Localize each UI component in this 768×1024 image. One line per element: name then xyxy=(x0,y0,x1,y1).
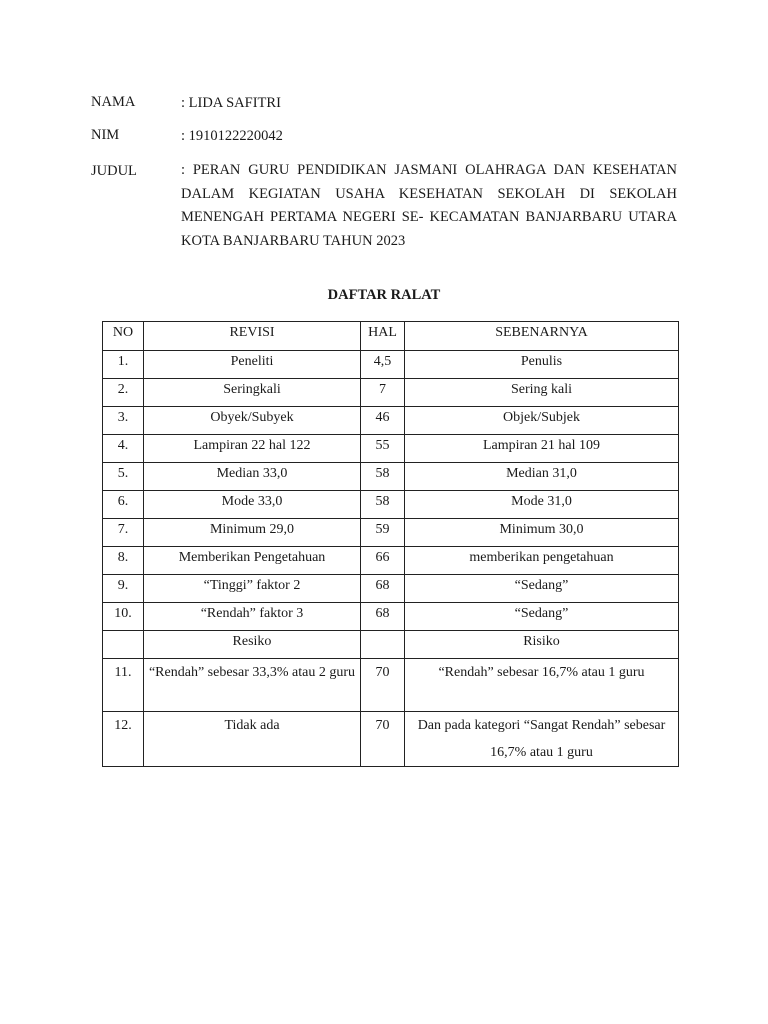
nim-value: : 1910122220042 xyxy=(181,128,283,144)
cell-revisi: Tidak ada xyxy=(144,712,361,767)
cell-hal: 59 xyxy=(361,519,405,547)
cell-sebenarnya: Penulis xyxy=(405,351,679,379)
cell-sebenarnya: Sering kali xyxy=(405,379,679,407)
cell-sebenarnya: Risiko xyxy=(405,631,679,659)
column-header-hal: HAL xyxy=(361,322,405,351)
cell-sebenarnya: Lampiran 21 hal 109 xyxy=(405,435,679,463)
cell-hal: 70 xyxy=(361,712,405,767)
table-row xyxy=(103,547,679,575)
table-row xyxy=(103,491,679,519)
cell-hal: 4,5 xyxy=(361,351,405,379)
cell-revisi: “Tinggi” faktor 2 xyxy=(144,575,361,603)
nim-row xyxy=(91,127,677,145)
ralat-table xyxy=(102,321,679,767)
cell-sebenarnya: Objek/Subjek xyxy=(405,407,679,435)
table-row xyxy=(103,463,679,491)
table-row xyxy=(103,603,679,631)
judul-row xyxy=(91,159,677,253)
cell-hal: 70 xyxy=(361,659,405,712)
cell-no: 7. xyxy=(103,519,144,547)
cell-sebenarnya: Median 31,0 xyxy=(405,463,679,491)
cell-revisi: Median 33,0 xyxy=(144,463,361,491)
table-row xyxy=(103,659,679,712)
cell-sebenarnya: Minimum 30,0 xyxy=(405,519,679,547)
cell-sebenarnya: “Sedang” xyxy=(405,603,679,631)
nim-label: NIM xyxy=(91,127,120,143)
judul-value: : PERAN GURU PENDIDIKAN JASMANI OLAHRAGA DAN KESEHATAN DALAM KEGIATAN USAHA KESEHATAN SEKOLAH DI SEKOLAH MENENGAH PERTAMA NEGERI SE- KECAMATAN BANJARBARU UTARA KOTA BANJARBARU TAHUN 2023 xyxy=(181,162,677,249)
column-header-sebenarnya: SEBENARNYA xyxy=(405,322,679,351)
cell-no: 8. xyxy=(103,547,144,575)
cell-hal: 68 xyxy=(361,603,405,631)
page-title: DAFTAR RALAT xyxy=(327,287,441,303)
cell-sebenarnya: “Sedang” xyxy=(405,575,679,603)
table-row xyxy=(103,379,679,407)
table-row xyxy=(103,712,679,767)
cell-no: 10. xyxy=(103,603,144,631)
table-row xyxy=(103,351,679,379)
cell-hal: 58 xyxy=(361,463,405,491)
cell-no: 2. xyxy=(103,379,144,407)
cell-sebenarnya: “Rendah” sebesar 16,7% atau 1 guru xyxy=(405,659,679,712)
cell-no: 12. xyxy=(103,712,144,767)
column-header-no: NO xyxy=(103,322,144,351)
cell-revisi: Seringkali xyxy=(144,379,361,407)
cell-hal xyxy=(361,631,405,659)
cell-revisi: Minimum 29,0 xyxy=(144,519,361,547)
cell-sebenarnya: Dan pada kategori “Sangat Rendah” sebesar 16,7% atau 1 guru xyxy=(405,712,679,767)
cell-revisi: Peneliti xyxy=(144,351,361,379)
nama-value: : LIDA SAFITRI xyxy=(181,95,281,111)
judul-label: JUDUL xyxy=(91,163,137,179)
nama-label: NAMA xyxy=(91,94,136,110)
table-row xyxy=(103,435,679,463)
nama-row xyxy=(91,94,677,112)
table-row xyxy=(103,575,679,603)
cell-revisi: Memberikan Pengetahuan xyxy=(144,547,361,575)
cell-revisi: “Rendah” sebesar 33,3% atau 2 guru xyxy=(144,659,361,712)
cell-hal: 46 xyxy=(361,407,405,435)
cell-hal: 55 xyxy=(361,435,405,463)
cell-no: 4. xyxy=(103,435,144,463)
cell-hal: 58 xyxy=(361,491,405,519)
cell-no: 11. xyxy=(103,659,144,712)
cell-no: 9. xyxy=(103,575,144,603)
cell-no: 3. xyxy=(103,407,144,435)
cell-revisi: Resiko xyxy=(144,631,361,659)
cell-no xyxy=(103,631,144,659)
table-row xyxy=(103,631,679,659)
column-header-revisi: REVISI xyxy=(144,322,361,351)
table-row xyxy=(103,519,679,547)
table-row xyxy=(103,407,679,435)
table-header-row xyxy=(103,322,679,351)
cell-revisi: Lampiran 22 hal 122 xyxy=(144,435,361,463)
cell-no: 1. xyxy=(103,351,144,379)
cell-revisi: Obyek/Subyek xyxy=(144,407,361,435)
cell-hal: 68 xyxy=(361,575,405,603)
cell-hal: 7 xyxy=(361,379,405,407)
cell-sebenarnya: Mode 31,0 xyxy=(405,491,679,519)
cell-revisi: “Rendah” faktor 3 xyxy=(144,603,361,631)
cell-revisi: Mode 33,0 xyxy=(144,491,361,519)
cell-sebenarnya: memberikan pengetahuan xyxy=(405,547,679,575)
cell-no: 5. xyxy=(103,463,144,491)
cell-no: 6. xyxy=(103,491,144,519)
cell-hal: 66 xyxy=(361,547,405,575)
